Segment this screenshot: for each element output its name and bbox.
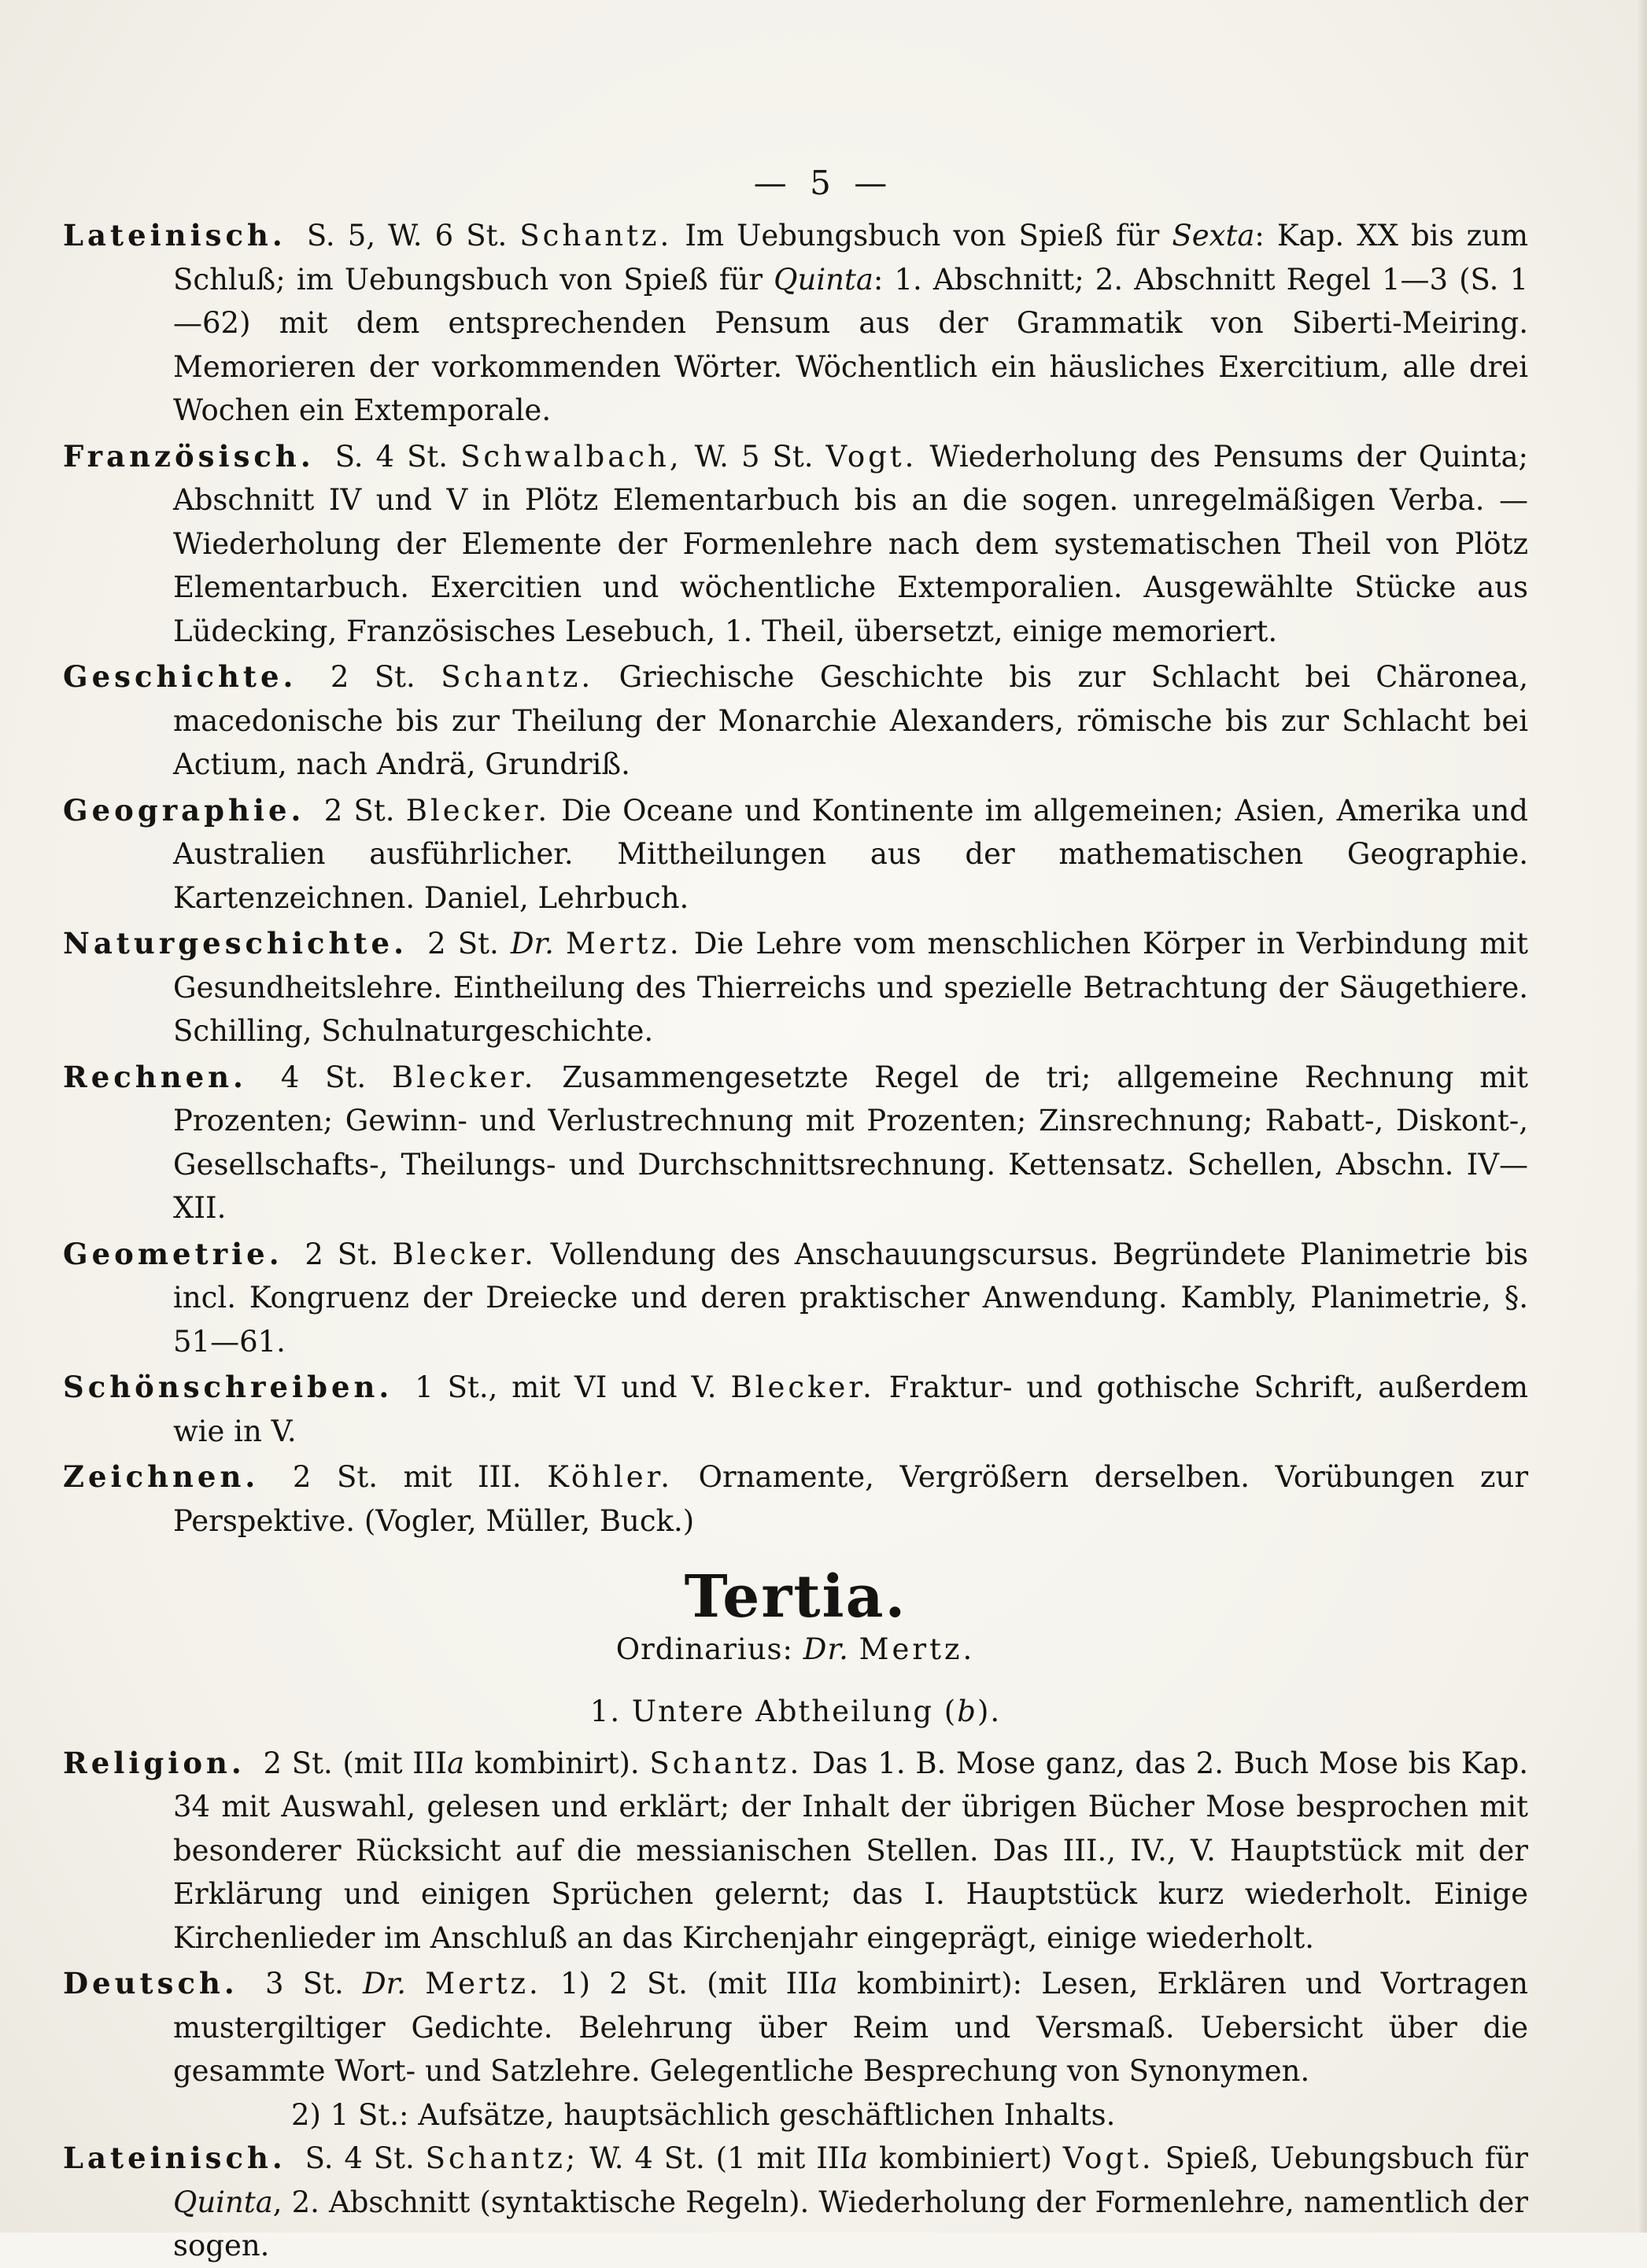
- page-number: — 5 —: [753, 164, 894, 202]
- text: Im Uebungsbuch von Spieß für: [685, 219, 1172, 253]
- subject-label: Zeichnen.: [63, 1459, 260, 1494]
- subject-label: Geographie.: [63, 792, 305, 828]
- subject-label: Französisch.: [63, 438, 315, 474]
- entry-zeichnen: [63, 1455, 1528, 1543]
- class-letter: a: [851, 2141, 869, 2175]
- hours: 2 St.: [427, 927, 499, 961]
- text: Fraktur- und gothische Schrift, außerdem wie in V.: [173, 1370, 1528, 1448]
- subject-label: Lateinisch.: [63, 218, 286, 253]
- teacher: Blecker.: [405, 793, 551, 828]
- text: Zusammengesetzte Regel de tri; allgemeine Rechnung mit Prozenten; Gewinn- und Verlustrechnung mit Prozenten; Zinsrechnung; Rabatt-, Diskont-, Gesellschafts-, Theilungs- und Durchschnittsrechnung. Kettensatz. Schellen, Abschn. IV—XII.: [173, 1060, 1529, 1225]
- subject-label: Religion.: [63, 1745, 246, 1780]
- ordinarius-name: Mertz.: [859, 1632, 976, 1666]
- hours: S. 5, W. 6 St.: [306, 219, 508, 253]
- subject-label: Geometrie.: [63, 1236, 283, 1271]
- hours-text: 2 St. (mit III: [263, 1746, 448, 1780]
- document-body: [63, 214, 1528, 2268]
- hours: 3 St.: [264, 1967, 344, 2001]
- subject-label: Rechnen.: [63, 1059, 247, 1094]
- subject-label: Geschichte.: [63, 659, 297, 694]
- teacher: Vogt.: [825, 439, 918, 474]
- entry-geometrie: [63, 1233, 1528, 1364]
- teacher: Schantz.: [441, 660, 594, 694]
- hours: [264, 1746, 640, 1780]
- teacher: Schwalbach,: [460, 439, 682, 474]
- hours: S. 4 St.: [334, 439, 449, 474]
- text-italic: Quinta: [774, 262, 873, 297]
- subheading-letter: b: [957, 1695, 977, 1728]
- entry-geschichte: [63, 655, 1528, 787]
- subject-label: Deutsch.: [63, 1966, 238, 2001]
- text: Das 1. B. Mose ganz, das 2. Buch Mose bis Kap. 34 mit Auswahl, gelesen und erklärt; der Inhalt der übrigen Bücher Mose besprochen mit besonderer Rücksicht auf die messianischen Stellen. Das III., IV., V. Hauptstück mit der Erklärung und einigen Sprüchen gelernt; das I. Hauptstück kurz wiederholt. Einige Kirchenlieder im Anschluß an das Kirchenjahr eingeprägt, einige wiederholt.: [173, 1746, 1529, 1955]
- section-heading-tertia: Tertia.: [684, 1563, 907, 1631]
- class-letter: a: [820, 1967, 838, 2001]
- teacher: Blecker.: [730, 1370, 875, 1404]
- entry-franzoesisch: [63, 435, 1528, 654]
- deutsch-part2: 2) 1 St.: Aufsätze, hauptsächlich geschäftlichen Inhalts.: [291, 2097, 1116, 2132]
- text: Vollendung des Anschauungscursus. Begründete Planimetrie bis incl. Kongruenz der Dreiecke und deren praktischer Anwendung. Kambly, Planimetrie, §. 51—61.: [173, 1237, 1528, 1359]
- hours: 2 St.: [330, 660, 415, 694]
- teacher: Mertz.: [566, 927, 682, 961]
- teacher: Schantz;: [425, 2141, 579, 2175]
- entry-religion: [63, 1742, 1528, 1960]
- text-italic: Sexta: [1172, 219, 1255, 253]
- text: kombinirt): Lesen, Erklären und Vortragen mustergiltiger Gedichte. Belehrung über Reim und Versmaß. Uebersicht über die gesammte Wort- und Satzlehre. Gelegentliche Besprechung von Synonymen.: [173, 1967, 1529, 2088]
- entry-naturgeschichte: [63, 922, 1528, 1053]
- ordinarius-line: [63, 1628, 1528, 1672]
- hours: 2 St.: [323, 793, 395, 828]
- entry-geographie: [63, 789, 1528, 920]
- page-edge: [1636, 0, 1647, 2233]
- teacher: Schantz.: [649, 1746, 803, 1780]
- hours: 4 St.: [280, 1060, 367, 1094]
- text: Die Lehre vom menschlichen Körper in Verbindung mit Gesundheitslehre. Eintheilung des Thierreichs und spezielle Betrachtung der Säugethiere. Schilling, Schulnaturgeschichte.: [173, 927, 1529, 1048]
- subject-label: Naturgeschichte.: [63, 926, 408, 961]
- hours: 1 St., mit VI und V.: [415, 1370, 717, 1404]
- hours-text: kombiniert): [868, 2141, 1052, 2175]
- text: : Kap. XX bis zum Schluß; im Uebungsbuch von Spieß für: [173, 219, 1529, 297]
- subject-label: Schönschreiben.: [63, 1370, 393, 1404]
- teacher-title: Dr.: [510, 927, 554, 961]
- entry-lateinisch-tertia: [63, 2137, 1528, 2268]
- hours: W. 5 St.: [694, 439, 814, 474]
- entry-schoenschreiben: [63, 1366, 1528, 1453]
- teacher: Köhler.: [547, 1460, 674, 1494]
- entry-deutsch: [63, 1962, 1528, 2093]
- text: Ornamente, Vergrößern derselben. Vorübungen zur Perspektive. (Vogler, Müller, Buck.): [173, 1460, 1529, 1538]
- text: : 1. Abschnitt; 2. Abschnitt Regel 1—3 (S. 1—62) mit dem entsprechenden Pensum aus der Grammatik von Siberti-Meiring. Memorieren der vorkommenden Wörter. Wöchentlich ein häusliches Exercitium, alle drei Wochen ein Extemporale.: [173, 262, 1528, 427]
- teacher: Schantz.: [519, 219, 673, 253]
- ordinarius-label: Ordinarius:: [615, 1632, 794, 1666]
- hours-text: kombinirt).: [464, 1746, 640, 1780]
- class-letter: a: [447, 1746, 465, 1780]
- subheading-text: 1. Untere Abtheilung (: [589, 1695, 958, 1728]
- text: Die Oceane und Kontinente im allgemeinen; Asien, Amerika und Australien ausführlicher. Mittheilungen aus der mathematischen Geographie. Kartenzeichnen. Daniel, Lehrbuch.: [173, 793, 1528, 915]
- hours: 2 St.: [305, 1237, 379, 1271]
- teacher: Vogt.: [1062, 2141, 1154, 2175]
- hours: [589, 2141, 1052, 2175]
- hours: S. 4 St.: [305, 2141, 415, 2175]
- subheading-text: ).: [977, 1695, 1002, 1728]
- hours-text: W. 4 St. (1 mit III: [589, 2141, 851, 2175]
- text: Spieß, Uebungsbuch für: [1165, 2141, 1528, 2175]
- subject-label: Lateinisch.: [63, 2141, 286, 2175]
- teacher: Blecker.: [392, 1060, 537, 1094]
- hours: 2 St. mit III.: [292, 1460, 522, 1494]
- teacher-title: Dr.: [362, 1967, 406, 2001]
- entry-rechnen: [63, 1056, 1528, 1230]
- teacher: Blecker.: [392, 1237, 537, 1271]
- text-italic: Quinta: [173, 2185, 273, 2219]
- text: 1) 2 St. (mit III: [560, 1967, 821, 2001]
- subheading-untere-abtheilung: [63, 1690, 1528, 1734]
- entry-lateinisch: [63, 214, 1528, 433]
- text: Griechische Geschichte bis zur Schlacht bei Chäronea, macedonische bis zur Theilung der Monarchie Alexanders, römische bis zur Schlacht bei Actium, nach Andrä, Grundriß.: [173, 660, 1528, 781]
- teacher: Mertz.: [425, 1967, 541, 2001]
- text: Wiederholung des Pensums der Quinta; Abschnitt IV und V in Plötz Elementarbuch bis an die sogen. unregelmäßigen Verba. — Wiederholung der Elemente der Formenlehre nach dem systematischen Theil von Plötz Elementarbuch. Exercitien und wöchentliche Extemporalien. Ausgewählte Stücke aus Lüdecking, Französisches Lesebuch, 1. Theil, übersetzt, einige memoriert.: [173, 439, 1529, 648]
- ordinarius-title: Dr.: [803, 1632, 849, 1666]
- text: , 2. Abschnitt (syntaktische Regeln). Wiederholung der Formenlehre, namentlich der sogen.: [173, 2185, 1528, 2262]
